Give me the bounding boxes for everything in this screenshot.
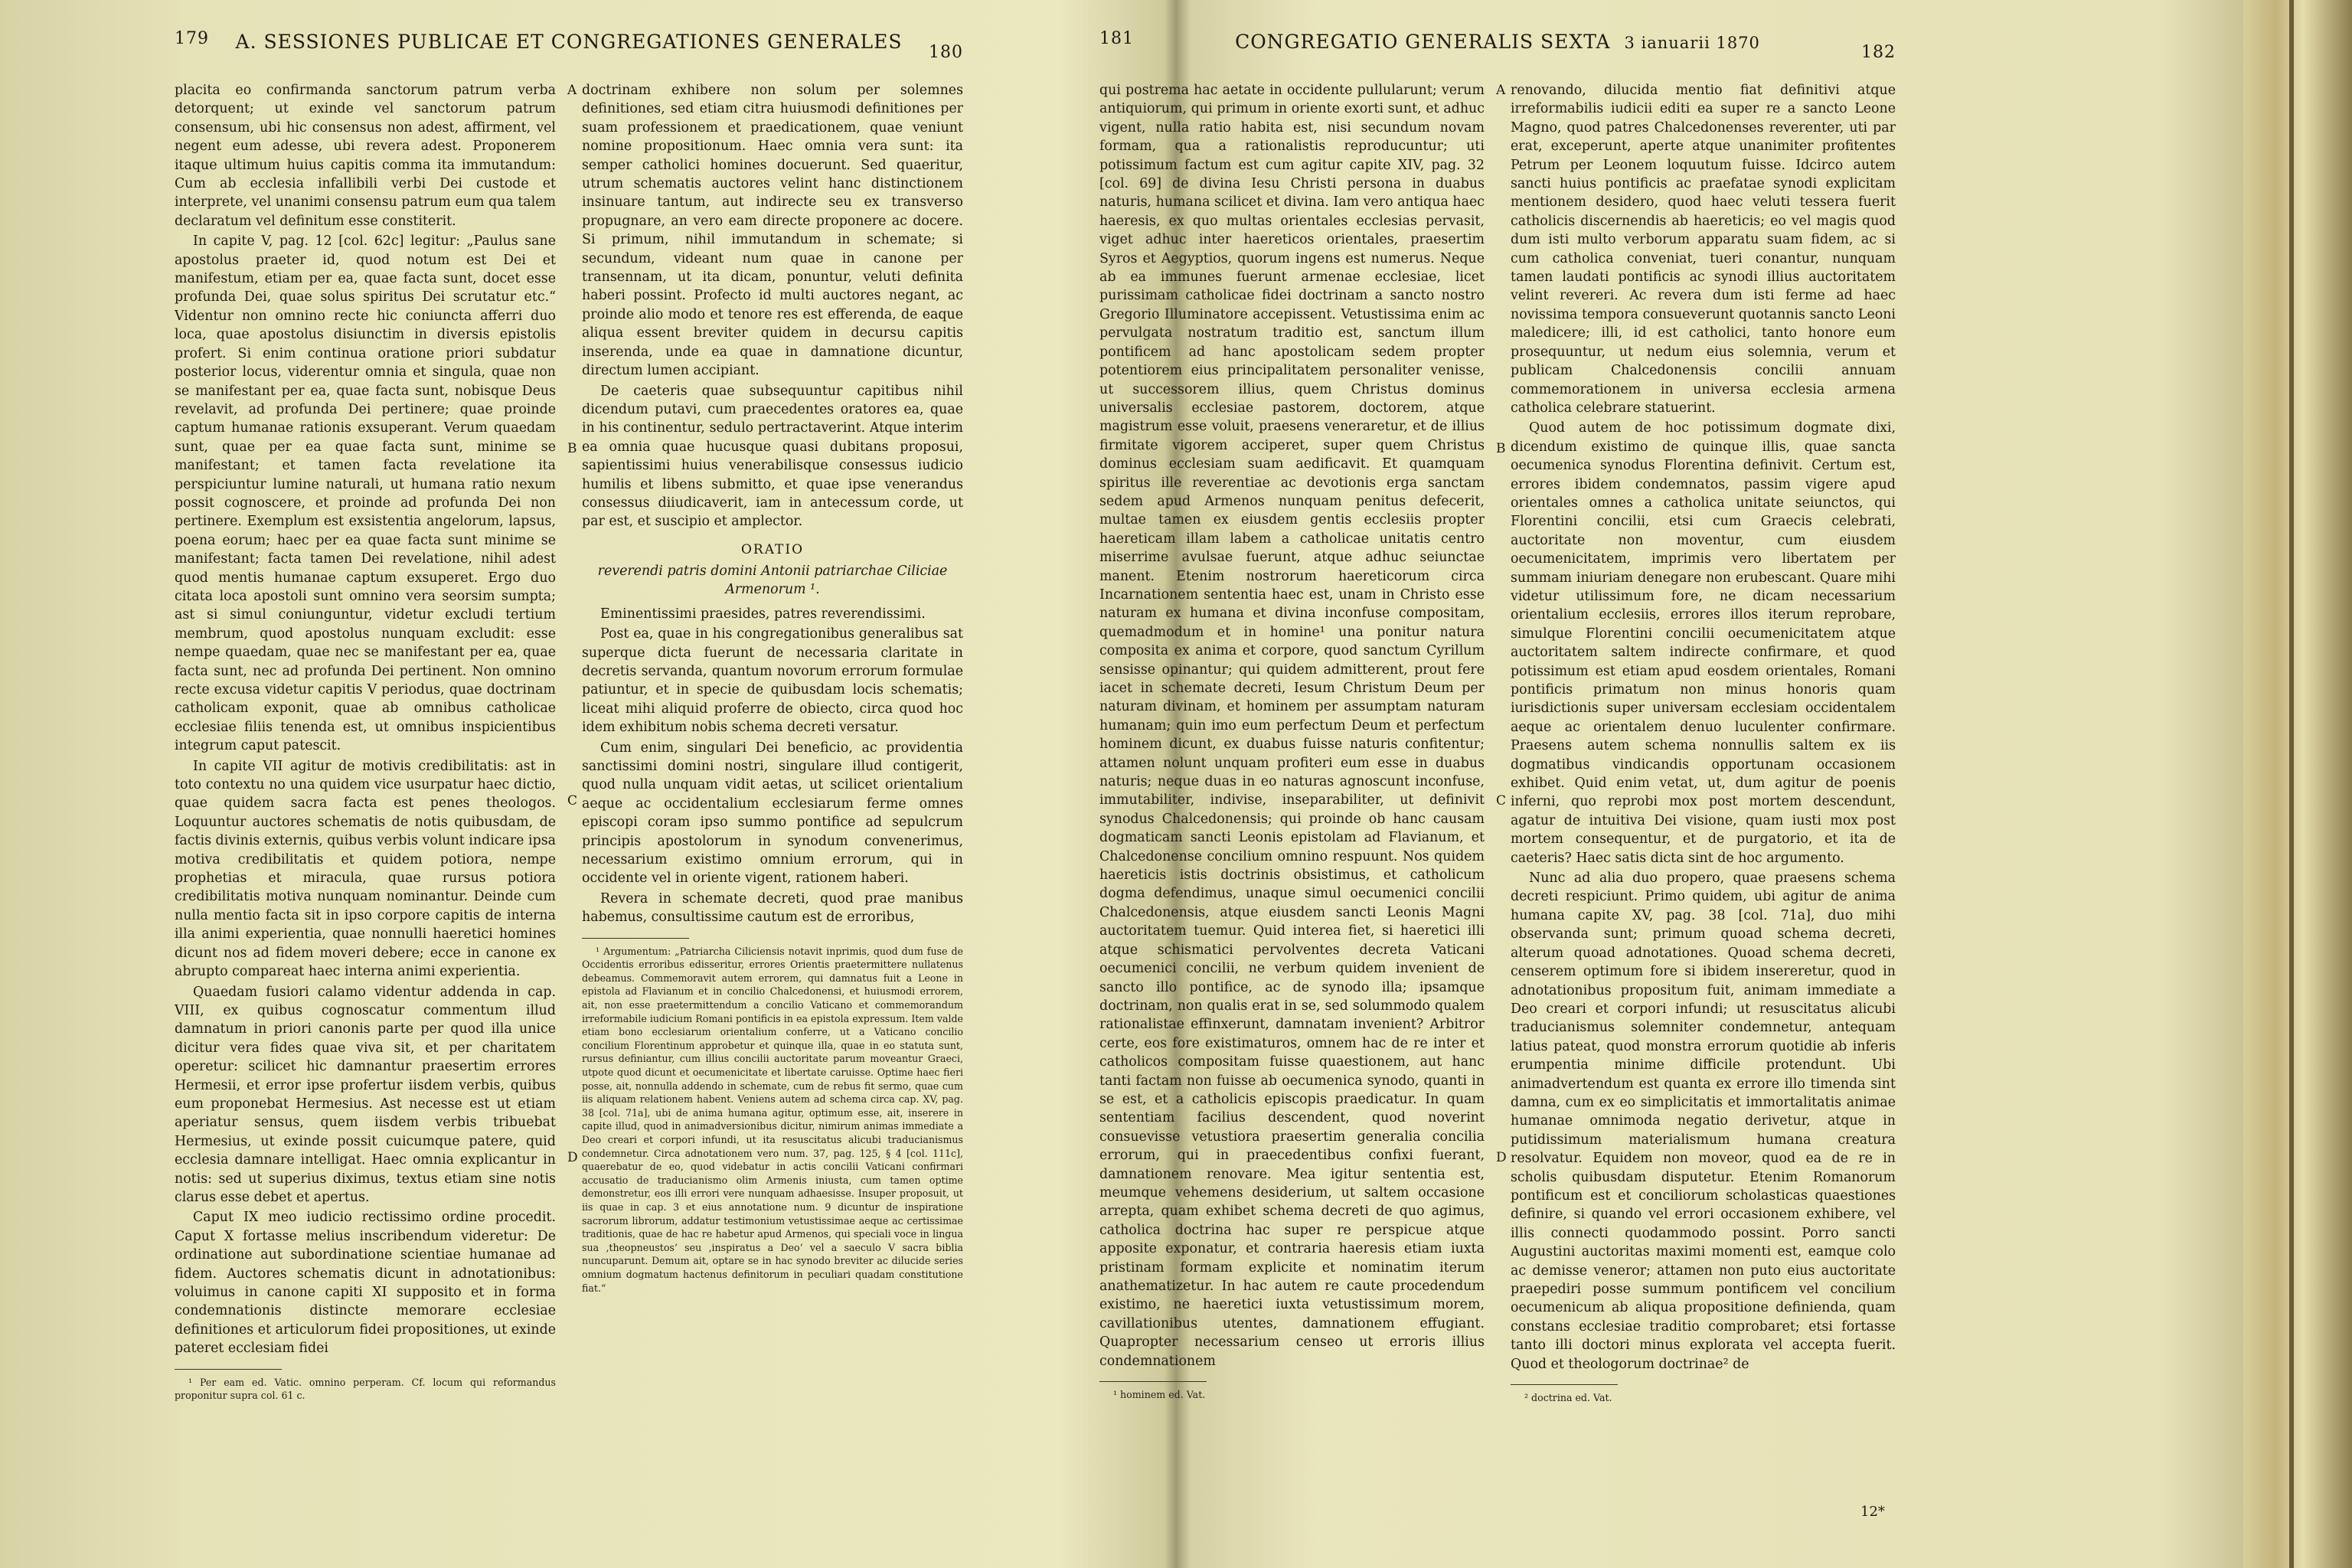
paragraph: doctrinam exhibere non solum per solemnes definitiones, sed etiam citra huiusmodi definitiones per suam professionem et praedicationem, quae veniunt nomine propositionum. Haec omnia vera sunt: ita semper catholici homines docuerunt. Sed quaeritur, utrum schematis auctores velint hanc distinctionem insinuare tantum, aut indirecte seu ex transverso propugnare, an vero eam directe proponere ac docere. Si primum, nihil immutandum in schemate; si secundum, videant num quae in canone per transennam, ut ita dicam, ponuntur, veluti definita haberi possint. Profecto id multi auctores negant, ac proinde alio modo et tenore res est efferenda, de eaque aliqua essent breviter quidem in decursu capitis inserenda, unde ea quae in damnatione dicuntur, directum lumen accipiant. <box>582 83 963 379</box>
column-182 <box>1496 81 1896 1406</box>
running-head-right <box>1099 23 1896 66</box>
paragraph: renovando, dilucida mentio fiat definitivi atque irreformabilis iudicii editi ea super re a sancto Leone Magno, quod patres Chalcedonenses reverenter, uti par erat, exceperunt, aperte atque unanimiter profitentes Petrum per Leonem loquutum fuisse. Idcirco autem sancti huius pontificis ac praefatae synodi explicitam mentionem desidero, quod haec veluti tessera fuerit catholicis discernendis ab haereticis; eo vel magis quod dum isti multo verborum apparatu suam fidem, ac si cum catholica conveniat, tueri conantur, nunquam tamen laudati pontificis ac synodi illius auctoritatem velint revereri. Ac revera dum isti ferme ad haec novissima tempora consueverunt quotannis sancto Leoni maledicere; illi, id est catholici, tanto honore eum prosequuntur, ut nedum eius solemnia, verum et publicam Chalcedonensis concilii annuam commemorationem in universa ecclesia armena catholica celebrare statuerint. <box>1511 83 1896 416</box>
paragraph: In capite VII agitur de motivis credibilitatis: ast in toto contextu no una quidem vice usurpatur haec dictio, quae quidem sacra facta est penes theologos. Loquuntur auctores schematis de notis quibusdam, de factis divinis externis, quibus verbis volunt indicare ipsa motiva credibilitatis et quidem potiora, nempe prophetias et miracula, quae rursus potiora credibilitatis motiva nunquam nominantur. Deinde cum nulla mentio facta sit in ipso corpore capitis de interna illa animi experientia, quae nonnulli haeretici homines dicunt nos ad fidem moveri debere; ecce in canone ex abrupto compareat haec interna animi experientia. <box>175 758 556 980</box>
paragraph: Quaedam fusiori calamo videntur addenda in cap. VIII, ex quibus cognoscatur commentum illud damnatum in priori canonis parte per quod illa unice dicitur vera fides quae viva sit, et per charitatem operetur: scilicet hic damnantur praesertim errores Hermesii, et error ipse profertur iisdem verbis, quibus eum proponebat Hermesius. Ast necesse est ut etiam aperiatur sensus, quem iisdem verbis tribuebat Hermesius, ut exinde possit cuicumque patere, quid ecclesia damnare intelligat. Haec omnia explicantur in notis: sed ut superius diximus, textus etiam sine notis clarus esse debet et apertus. <box>175 984 556 1205</box>
margin-letter-d: D <box>567 1150 578 1165</box>
left-page-columns <box>175 81 963 1404</box>
paragraph: Quod autem de hoc potissimum dogmate dixi, dicendum existimo de quinque illis, quae sancta oecumenica synodus Florentina definivit. Certum est, errores ibidem condemnatos, passim vigere apud orientales omnes a catholica unitate seiunctos, qui Florentini concilii, etsi cum Graecis celebrati, auctoritate non moventur, cum eiusdem oecumenicitatem, imprimis vero libertatem per summam iniuriam denegare non erubescant. Quare mihi videtur utilissimum fore, ne dicam necessarium orientalium ecclesiis, errores illos iterum reprobare, simulque Florentini concilii oecumenicitatem atque auctoritatem saltem indirecte confirmare, et quod potissimum est etiam apud eosdem orientales, Romani pontificis primatum non minus honoris quam iurisdictionis super universam ecclesiam occidentalem aeque ac orientalem denuo luculenter confirmare. Praesens autem schema nonnullis saltem ex iis dogmatibus vindicandis opportunam occasionem exhibet. Quid enim vetat, ut, dum agitur de poenis inferni, quo reprobi mox post mortem descendunt, agatur de intuitiva Dei visione, quam iusti mox post mortem consequentur, et de purgatorio, et ita de caeteris? Haec satis dicta sint de hoc argumento. <box>1511 420 1896 866</box>
column-179 <box>175 81 556 1404</box>
margin-letter-b: B <box>567 441 577 456</box>
paragraph: Eminentissimi praesides, patres reverendissimi. <box>600 606 926 622</box>
footnote-rule <box>1511 1384 1618 1385</box>
paragraph: Nunc ad alia duo propero, quae praesens schema decreti respiciunt. Primo quidem, ubi agitur de anima humana capite XV, pag. 38 [col. 71a], duo mihi observanda sunt; primum quoad schema decreti, alterum quoad adnotationes. Quoad schema decreti, censerem optimum fore si ibidem insereretur, quod in adnotationibus propositum fuit, animam immediate a Deo creari et corpori infundi; ut resuscitatus alicubi traducianismus solemniter condemnetur, antequam latius pateat, quod monstra errorum quotidie ab inferis erumpentia minime difficile protendunt. Ubi animadvertendum est quanta ex errore illo timenda sint damna, cum ex eo simplicitatis et immortalitatis animae humanae omnimoda negatio derivetur, atque in putidissimum materialismum humana creatura resolvatur. Equidem non moveor, quod ea de re in scholis quibusdam disputetur. Etenim Romanorum pontificum est et conciliorum scholasticas quaestiones definire, si quando vel errori occasionem exhibere, vel illis connecti quodammodo possint. Porro sancti Augustini auctoritas maximi momenti est, eamque colo ac demisse veneror; attamen non puto eius auctoritate praepediri posse summum pontificem vel concilium oecumenicum ab aliqua propositione definienda, quam constans ecclesiae traditio comprobaret; etsi fortasse tanto illi doctori minus explorata vel accepta fuerit. Quod et theologorum doctrinae² de <box>1511 871 1896 1372</box>
running-title-left: A. SESSIONES PUBLICAE ET CONGREGATIONES GENERALES <box>235 31 903 53</box>
running-date: 3 ianuarii 1870 <box>1624 34 1760 52</box>
signature-mark: 12* <box>1860 1504 1885 1520</box>
footnote: ¹ Per eam ed. Vatic. omnino perperam. Cf. locum qui reformandus proponitur supra col. 61 c. <box>175 1376 556 1402</box>
paragraph: De caeteris quae subsequuntur capitibus nihil dicendum putavi, cum praecedentes oratores ea, quae in his continentur, sedulo pertractaverint. Atque interim ea omnia quae hucusque quasi dubitans proposui, sapientissimi huius venerabilisque consessus iudicio humilis et libens submitto, et quae ipse venerandus consessus diiudicaverit, iam in antecessum corde, ut par est, et suscipio et amplector. <box>582 383 963 530</box>
column-180 <box>567 81 963 1404</box>
paragraph: Revera in schemate decreti, quod prae manibus habemus, consultissime cautum est de erroribus, <box>582 890 963 926</box>
running-title-text: CONGREGATIO GENERALIS SEXTA <box>1235 31 1611 53</box>
footnote-rule <box>1099 1381 1207 1382</box>
margin-letter-d: D <box>1496 1150 1507 1165</box>
footnote-rule <box>582 938 689 939</box>
right-page <box>1099 23 1896 1404</box>
footnote: ¹ hominem ed. Vat. <box>1113 1389 1206 1401</box>
footnote: ² doctrina ed. Vat. <box>1524 1392 1612 1404</box>
page-number-182: 182 <box>1861 43 1896 62</box>
margin-letter-c: C <box>1496 793 1507 808</box>
right-page-columns <box>1099 81 1896 1406</box>
paragraph: Post ea, quae in his congregationibus generalibus sat superque dicta fuerunt de necessaria claritate in decretis servanda, quantum novorum errorum formulae patiuntur, et in specie de quibusdam locis schematis; liceat mihi aliquid proferre de obiecto, circa quod hoc idem exhibitum nobis schema decreti versatur. <box>582 626 963 736</box>
margin-letter-b: B <box>1496 441 1506 456</box>
running-title-right <box>1099 31 1896 53</box>
paragraph: qui postrema hac aetate in occidente pullularunt; verum antiquiorum, qui primum in oriente exorti sunt, et adhuc vigent, nulla ratio habita est, nisi secundum novam formam, qua a rationalistis reproducuntur; uti potissimum factum est cum agitur capite XIV, pag. 32 [col. 69] de divina Iesu Christi persona in duabus naturis, humana scilicet et divina. Iam vero antiqua haec haeresis, ex quo multas orientales ecclesias pervasit, viget adhuc inter haereticos orientales, praesertim Syros et Aegyptios, quorum ingens est numerus. Neque ab ea immunes fuerunt armenae ecclesiae, licet purissimam catholicae fidei doctrinam a sancto nostro Gregorio Illuminatore accepissent. Vetustissima enim ac pervulgata nostratum traditio est, sanctum illum pontificem ad hanc apostolicam sedem propter potentiorem eius principalitatem personaliter venisse, ut successorem illius, quem Christus dominus universalis ecclesiae pastorem, doctorem, atque magistrum esse voluit, praesens veneraretur, et de illius firmitate vigorem acciperet, super quem Christus dominus ecclesiam suam aedificavit. Et quamquam spiritus ille reverentiae ac devotionis erga sanctam sedem apud Armenos nunquam penitus defecerit, multae tamen ex eiusdem gentis ecclesiis propter haereticam illam labem a catholicae unitatis centro miserrime avulsae fuerunt, atque adhuc seiunctae manent. Etenim nostrorum haereticorum circa Incarnationem sententia haec est, unam in Christo esse naturam ex humana et divina inconfuse compositam, quemadmodum et in homine¹ una ponitur natura composita ex anima et corpore, quod sanctum Cyrillum sensisse opinantur; qui quidem admitterent, prout fere iacet in schemate decreti, Iesum Christum Deum per naturam divinam, et hominem per assumptam naturam humanam; quin imo eum perfectum Deum et perfectum hominem dicunt, ex duabus fuisse naturis confitentur; attamen nolunt unquam profiteri eum esse in duabus naturis; neque duas in eo naturas agnoscunt inconfuse, immutabiliter, indivise, inseparabiliter, ut definivit synodus Chalcedonensis; qui proinde ob hanc causam dogmaticam sancti Leonis epistolam ad Flavianum, et Chalcedonense concilium omnino respuunt. Nos quidem haereticis istis doctrinis obsistimus, et catholicum dogma defendimus, unaque simul oecumenici concilii Chalcedonensis, atque eiusdem sancti Leonis Magni auctoritatem tuemur. Quid interea fiet, si haeretici illi atque schismatici pervolventes decreta Vaticani oecumenici concilii, ne verbum quidem invenient de sancto illo pontifice, ac de synodo illa; ipsamque doctrinam, non qualis erat in se, sed solummodo qualem rationalistae effinxerunt, damnatam invenient? Arbitror certe, eos fore existimaturos, omnem hac de re inter et catholicos compositam fuisse quaestionem, aut hanc tanti factam non fuisse ab oecumenica synodo, quanti in se est, et a catholicis episcopis praedicatur. In quam sententiam facilius descendent, quod noverint consuevisse vetustiora praesertim generalia concilia errorum, qui in praecedentibus confixi fuerant, damnationem renovare. Mea igitur sententia est, meumque vehemens desiderium, ut saltem occasione arrepta, quam exhibet schema decreti de quo agimus, catholica doctrina hac super re perspicue atque apposite exponatur, et contraria haeresis etiam iuxta pristinam formam explicite et nominatim iterum anathematizetur. In hac autem re caute procedendum existimo, ne haeretici iuxta vetustissimum morem, cavillationibus utentes, damnationem effugiant. Quapropter necessarium censeo ut erroris illius condemnationem <box>1099 83 1485 1369</box>
column-181 <box>1099 81 1485 1406</box>
section-heading-oratio: ORATIO <box>740 541 805 557</box>
page-number-181: 181 <box>1099 29 1134 48</box>
margin-letter-a: A <box>1496 83 1506 98</box>
running-head-left <box>175 23 963 66</box>
footnote-rule <box>175 1369 282 1370</box>
footnote: ¹ Argumentum: „Patriarcha Ciliciensis notavit inprimis, quod dum fuse de Occidentis erroribus edisseritur, errores Orientis praetermittere nullatenus debeamus. Commemoravit autem errorem, qui damnatus fuit a Leone in epistola ad Flavianum et in concilio Chalcedonensi, et huiusmodi errorem, ait, non esse praetermittendum a concilio Vaticano et commemorandum irreformabile iudicium Romani pontificis in ea epistola expressum. Item valde etiam bono ecclesiarum orientalium conferre, ut a Vaticano concilio concilium Florentinum approbetur et quinque illa, quae in eo statuta sunt, rursus definiantur, cum illius concilii auctoritate parum moveantur Graeci, utpote quod dicunt et oecumenicitate et libertate caruisse. Optime haec fieri posse, ait, nonnulla addendo in schemate, cum de rebus fit sermo, quae cum iis aliquam relationem habent. Veniens autem ad schema circa cap. XV, pag. 38 [col. 71a], ubi de anima humana agitur, optimum esse, ait, inserere in capite illud, quod in animadversionibus dicitur, nimirum animas immediate a Deo creari et corpori infundi, ut ita resuscitatus alicubi traducianismus condemnetur. Circa adnotationem vero num. 37, pag. 125, § 4 [col. 111c], quaerebatur de eo, quod videbatur in actis concilii Vaticani confirmari accusatio de traducianismo olim Armenis iniusta, cum tamen optime demonstretur, eos illi errori vere nunquam adhaesisse. Insuper proposuit, ut iis quae in cap. 3 et eius annotatione num. 9 dicuntur de inspiratione sacrorum librorum, addatur testimonium vetustissimae aeque ac certissimae traditionis, quae de hac re habetur apud Armenos, qui speciali voce in lingua sua ‚theopneustos‘ seu ‚inspiratus a Deo‘ vel a saeculo V sacra biblia nuncuparunt. Demum ait, optare se in hac synodo breviter ac dilucide series omnium dogmatum hactenus definitorum in peculiari quadam constitutione fiat.“ <box>582 945 963 1294</box>
section-subheading: reverendi patris domini Antonii patriarchae Ciliciae Armenorum ¹. <box>597 563 948 597</box>
page-number-180: 180 <box>929 43 963 62</box>
paragraph: Caput IX meo iudicio rectissimo ordine procedit. Caput X fortasse melius inscribendum videretur: De ordinatione aut subordinatione scientiae humanae ad fidem. Auctores schematis dicunt in adnotationibus: voluimus in canone capiti XI supposito et in forma condemnationis distincte memorare ecclesiae definitiones et articulorum fidei propositiones, ut exinde pateret ecclesiam fidei <box>175 1210 556 1357</box>
paragraph: placita eo confirmanda sanctorum patrum verba detorquent; ut exinde vel sanctorum patrum consensum, ubi hic consensus non adest, affirment, vel negent eum adesse, ubi revera adest. Proponerem itaque ultimum huius capitis comma ita immutandum: Cum ab ecclesia infallibili verbi Dei custode et interprete, vel unanimi consensu patrum eum qua talem declaratum vel definitum esse constiterit. <box>175 83 556 229</box>
paragraph: Cum enim, singulari Dei beneficio, ac providentia sanctissimi domini nostri, singulare illud contigerit, quod nulla unquam vidit aetas, ut scilicet orientalium aeque ac occidentalium ecclesiarum ferme omnes episcopi coram ipso summo pontifice ad sepulcrum principis apostolorum in synodum convenerimus, necessarium existimo omnium errorum, qui in occidente vel in oriente vigent, rationem haberi. <box>582 740 963 887</box>
margin-letter-a: A <box>567 83 577 98</box>
page-edge <box>2243 0 2352 1568</box>
page-number-179: 179 <box>175 29 209 48</box>
paragraph: In capite V, pag. 12 [col. 62c] legitur: „Paulus sane apostolus praeter id, quod notum est Dei et manifestum, etiam per ea, quae facta sunt, docet esse profunda Dei, quae solus spiritus Dei scrutatur etc.“ Videntur non omnino recte hic coniuncta afferri duo loca, quae apostolus disiunctim in diversis epistolis profert. Si enim continua oratione priori subdatur posterior locus, viderentur omnia et singula, quae non se manifestant per ea, quae facta sunt, nobisque Deus revelavit, ad profunda Dei pertinere; quae proinde captum humanae rationis exsuperant. Verum quaedam sunt, quae per ea quae facta sunt, minime se manifestant; et tamen facta revelatione ita perspiciuntur lumine naturali, ut humana ratio nexum possit cognoscere, et proinde ad profunda Dei non pertinere. Exemplum est exsistentia angelorum, lapsus, poena eorum; haec per ea quae facta sunt minime se manifestant; facta tamen Dei revelatione, nihil adest quod mentis humanae captum exsuperet. Ergo duo citata loca apostoli sunt omnino vera seorsim sumpta; ast si simul coniunguntur, videtur excludi tertium membrum, quod apostolus nunquam excludit: esse nempe quaedam, quae nec se manifestant per ea, quae facta sunt, nec ad profunda Dei pertinent. Non omnino recte excusa videtur capitis V periodus, quae doctrinam catholicam exponit, quae ab omnibus catholicae ecclesiae filiis tenenda est, ut omnibus inspicientibus integrum caput patescit. <box>175 234 556 754</box>
left-page <box>175 23 963 1402</box>
margin-letter-c: C <box>567 793 578 808</box>
